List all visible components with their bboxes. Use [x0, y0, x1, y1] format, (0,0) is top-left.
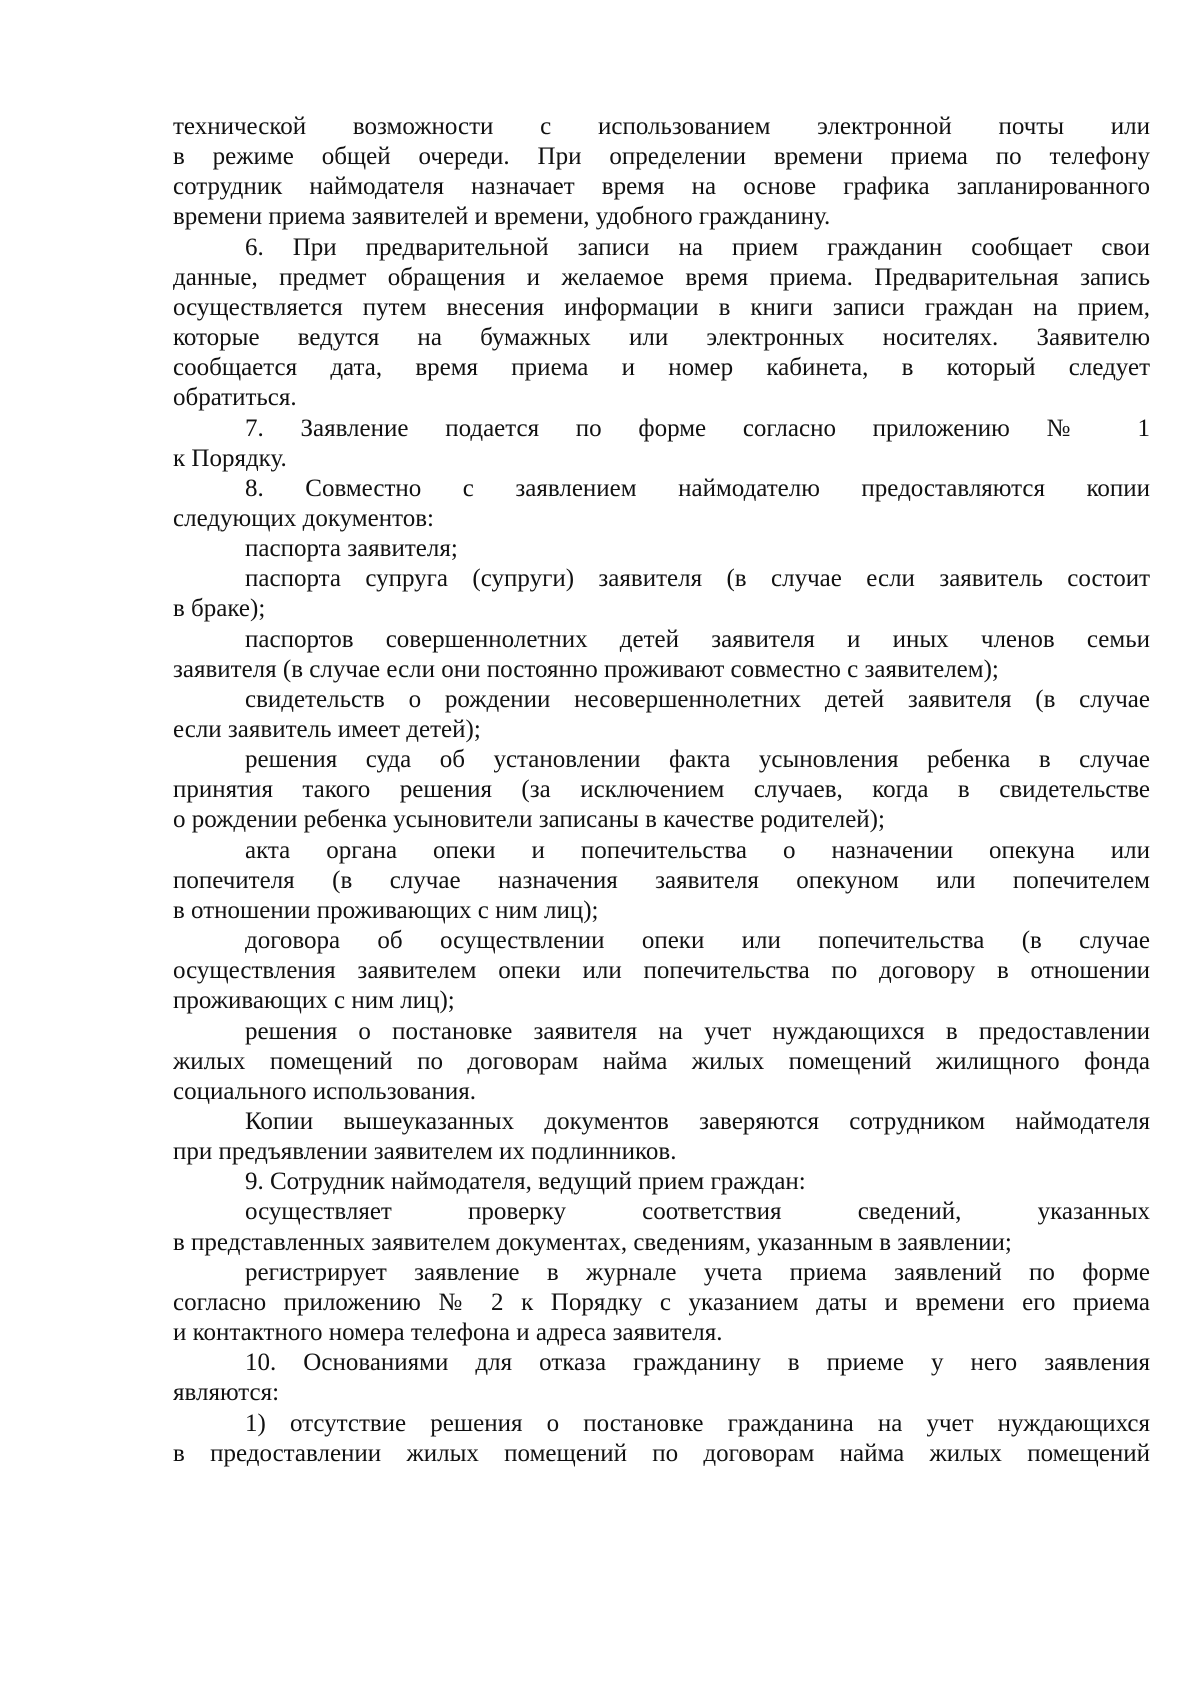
text-line: жилых помещений по договорам найма жилых помещений жилищного фонда	[173, 1047, 1150, 1075]
list-item-line: акта органа опеки и попечительства о назначении опекуна или	[245, 836, 1150, 864]
text-line: сообщается дата, время приема и номер кабинета, в который следует	[173, 354, 1150, 382]
list-item-line: решения суда об установлении факта усыновления ребенка в случае	[245, 746, 1150, 774]
text-line: технической возможности с использованием электронной почты или	[173, 113, 1150, 140]
text-line: данные, предмет обращения и желаемое время приема. Предварительная запись	[173, 263, 1150, 291]
text-line: осуществляется путем внесения информации в книги записи граждан на прием,	[173, 293, 1150, 321]
text-line: при предъявлении заявителем их подлинников.	[173, 1138, 677, 1166]
text-line: в браке);	[173, 595, 266, 623]
paragraph-9-line: 9. Сотрудник наймодателя, ведущий прием граждан:	[245, 1168, 806, 1196]
list-item-line: осуществляет проверку соответствия сведений, указанных	[245, 1198, 1150, 1226]
list-item-line: паспорта заявителя;	[245, 535, 458, 563]
text-line: к Порядку.	[173, 444, 287, 472]
paragraph-10-line: 10. Основаниями для отказа гражданину в приеме у него заявления	[245, 1349, 1150, 1377]
text-line: согласно приложению № 2 к Порядку с указанием даты и времени его приема	[173, 1288, 1150, 1316]
text-line: в режиме общей очереди. При определении времени приема по телефону	[173, 143, 1150, 171]
text-line: осуществления заявителем опеки или попечительства по договору в отношении	[173, 957, 1150, 985]
list-item-line: 1) отсутствие решения о постановке гражданина на учет нуждающихся	[245, 1409, 1150, 1437]
list-item-line: регистрирует заявление в журнале учета приема заявлений по форме	[245, 1258, 1150, 1286]
list-item-line: свидетельств о рождении несовершеннолетних детей заявителя (в случае	[245, 685, 1150, 713]
paragraph-line: Копии вышеуказанных документов заверяются сотрудником наймодателя	[245, 1107, 1150, 1135]
paragraph-7-line: 7. Заявление подается по форме согласно приложению № 1	[245, 414, 1150, 442]
list-item-line: договора об осуществлении опеки или попечительства (в случае	[245, 927, 1150, 954]
text-line: времени приема заявителей и времени, удобного гражданину.	[173, 203, 831, 231]
text-line: обратиться.	[173, 384, 297, 412]
text-line: о рождении ребенка усыновители записаны в качестве родителей);	[173, 806, 885, 834]
text-line: сотрудник наймодателя назначает время на основе графика запланированного	[173, 173, 1150, 201]
text-line: являются:	[173, 1379, 280, 1407]
paragraph-8-line: 8. Совместно с заявлением наймодателю предоставляются копии	[245, 474, 1150, 502]
text-line: в представленных заявителем документах, сведениям, указанным в заявлении;	[173, 1228, 1012, 1256]
list-item-line: решения о постановке заявителя на учет нуждающихся в предоставлении	[245, 1017, 1150, 1045]
text-line: в отношении проживающих с ним лиц);	[173, 896, 599, 924]
list-item-line: паспорта супруга (супруги) заявителя (в случае если заявитель состоит	[245, 565, 1150, 593]
text-line: которые ведутся на бумажных или электронных носителях. Заявителю	[173, 324, 1150, 351]
text-line: заявителя (в случае если они постоянно проживают совместно с заявителем);	[173, 655, 999, 683]
text-line: проживающих с ним лиц);	[173, 987, 455, 1015]
text-line: в предоставлении жилых помещений по договорам найма жилых помещений	[173, 1439, 1150, 1467]
text-line: если заявитель имеет детей);	[173, 716, 481, 743]
text-line: следующих документов:	[173, 504, 434, 532]
list-item-line: паспортов совершеннолетних детей заявителя и иных членов семьи	[245, 625, 1150, 653]
paragraph-6-line: 6. При предварительной записи на прием гражданин сообщает свои	[245, 233, 1150, 261]
text-line: социального использования.	[173, 1077, 477, 1105]
text-line: принятия такого решения (за исключением случаев, когда в свидетельстве	[173, 776, 1150, 804]
text-line: попечителя (в случае назначения заявителя опекуном или попечителем	[173, 866, 1150, 894]
text-line: и контактного номера телефона и адреса заявителя.	[173, 1319, 723, 1346]
